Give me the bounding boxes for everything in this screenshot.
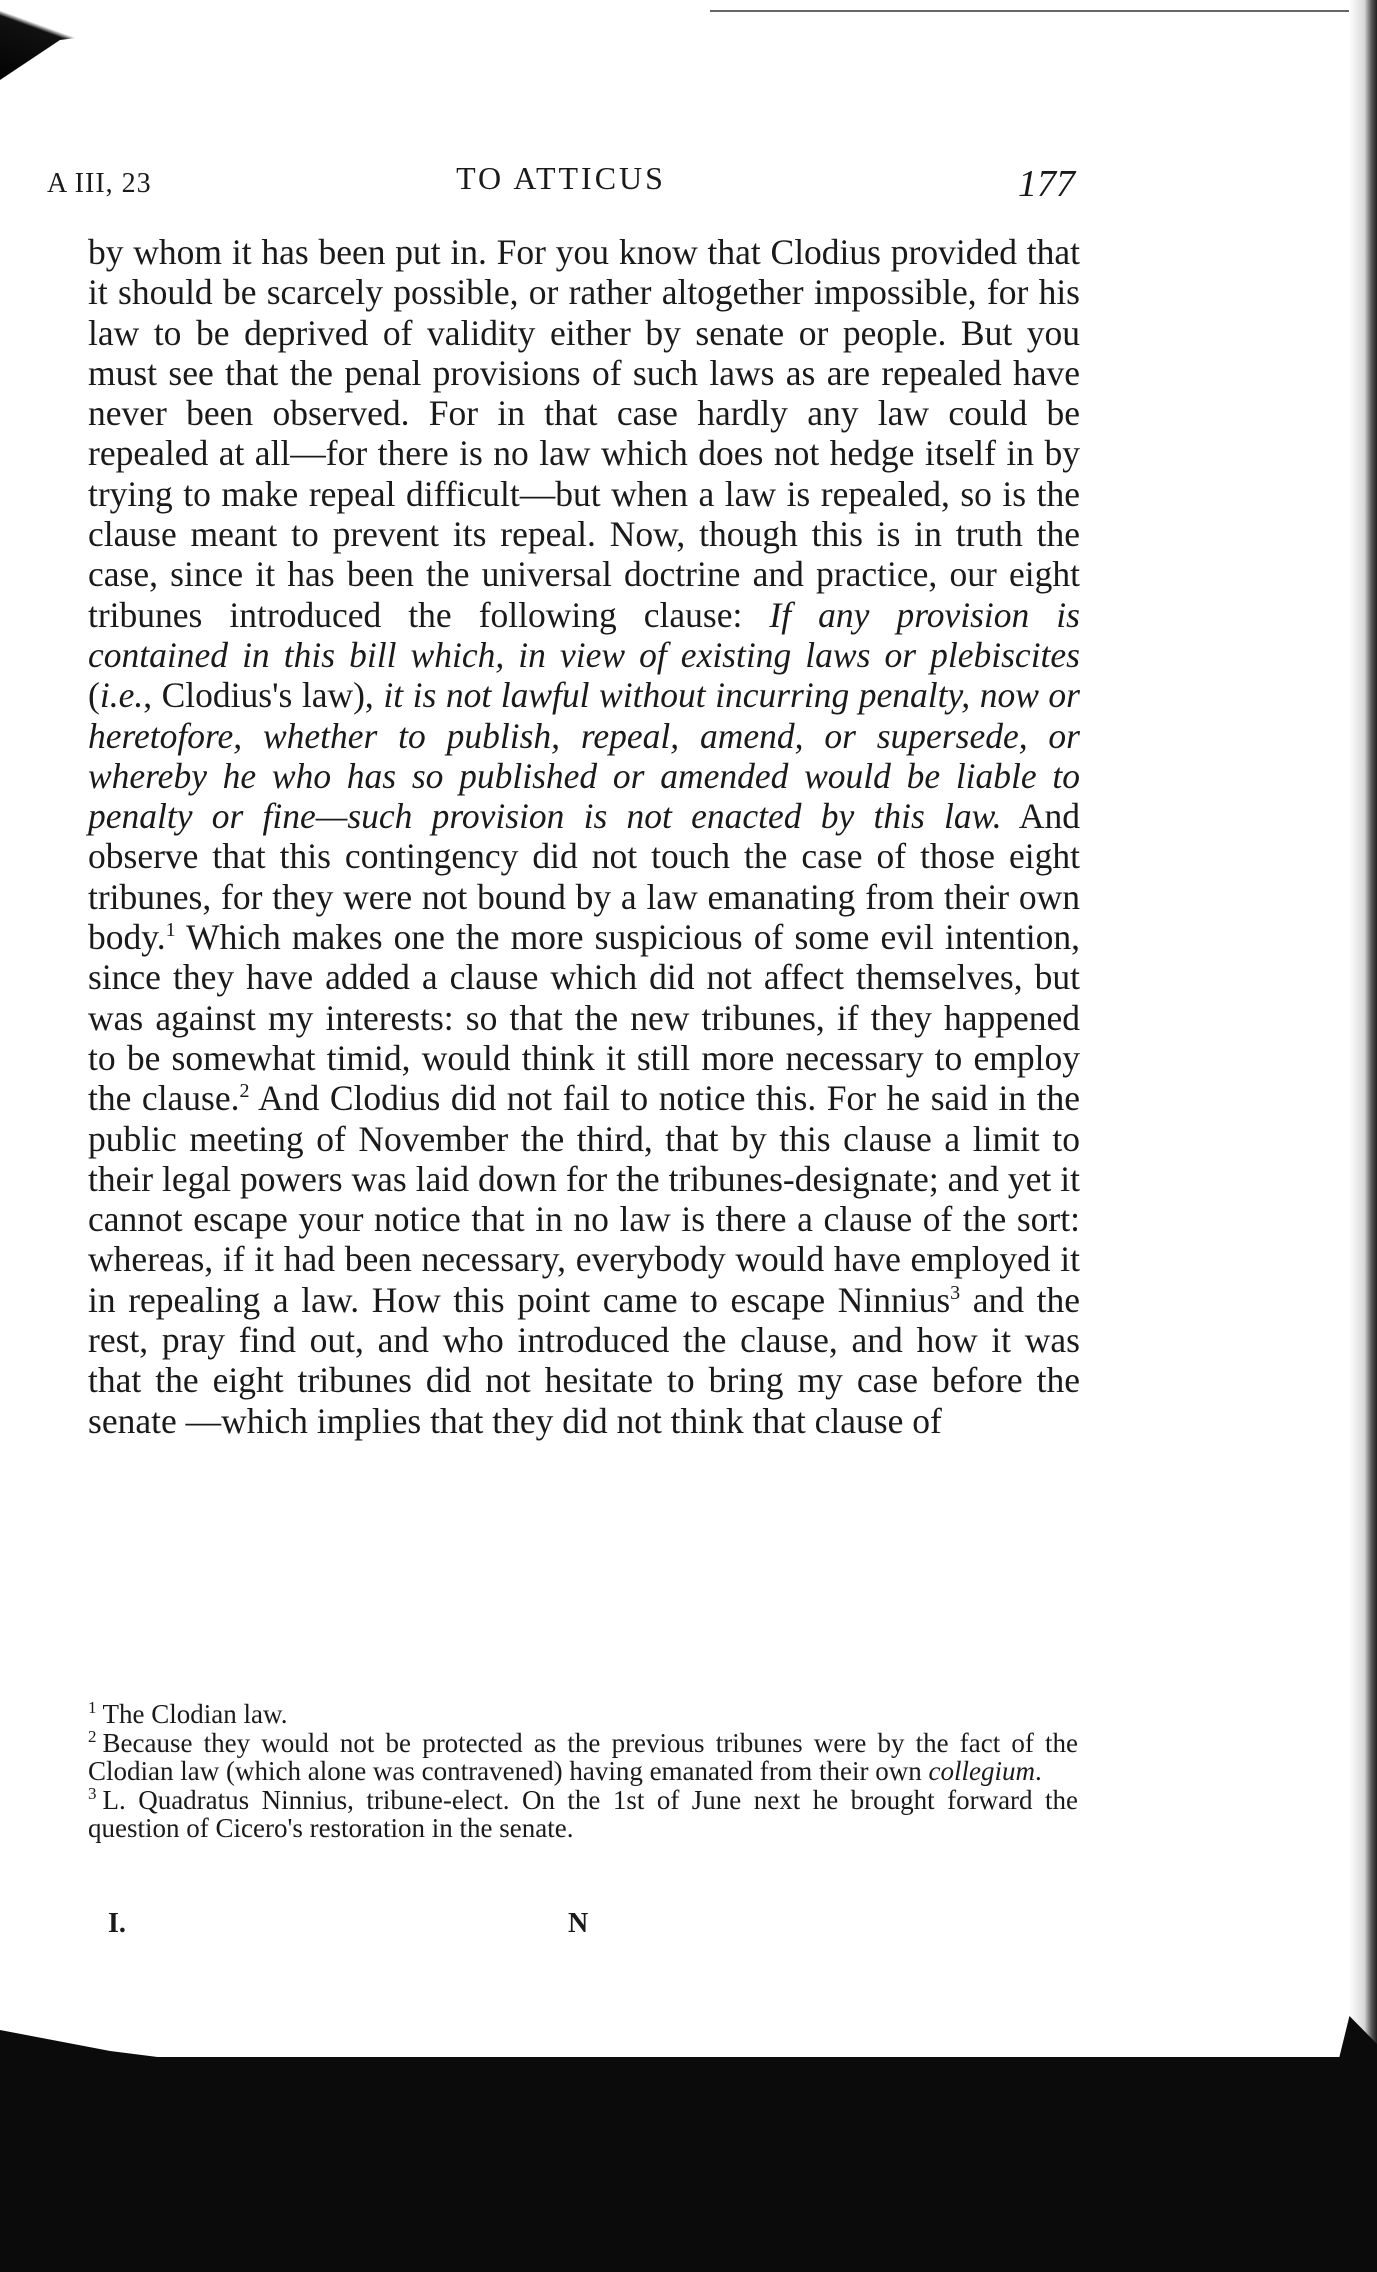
italic-quotation: If any provision is contained in this bill which, in view of existing laws or plebiscites xyxy=(88,594,1080,675)
top-rule xyxy=(710,10,1350,12)
text-run: by whom it has been put in. For you know that Clodius provided that it should be scarcely possible, or rather altogether impossible, for his law to be deprived of validity either by senate or people. But you must see that the penal provisions of such laws as are repealed have never been observed. For in that case hardly any law could be repealed at all—for there is no law which does not hedge itself in by trying to make repeal difficult—but when a law is repealed, so is the clause meant to prevent its repeal. Now, though this is in truth the case, since it has been the universal doctrine and practice, our eight tribunes introduced the following clause: xyxy=(88,232,1080,635)
running-header xyxy=(47,160,1075,204)
footnote-reference-2: 2 xyxy=(239,1080,250,1103)
italic-abbreviation: i.e. xyxy=(99,675,144,716)
footnote-reference-3: 3 xyxy=(950,1281,961,1304)
footnote-3 xyxy=(88,1783,1078,1843)
text-run: ( xyxy=(88,675,100,716)
text-run: , Clodius's law), xyxy=(143,675,384,716)
footnote-1 xyxy=(88,1700,1078,1729)
page-number: 177 xyxy=(1018,163,1075,205)
signature-mark: I. xyxy=(108,1908,126,1939)
footnotes xyxy=(88,1700,1078,1843)
footnote-text: . xyxy=(1034,1756,1042,1786)
body-paragraph xyxy=(88,232,1080,1441)
italic-quotation: it is not lawful without incurring penalty, now or heretofore, whether to publish, repeal, amend, or supersede, or whereby he who has so published or amended would be liable to penalty or fine—such provision is not enacted by this law. xyxy=(88,675,1080,837)
footnote-mark: 1 xyxy=(88,1698,97,1717)
footnote-reference-1: 1 xyxy=(165,919,176,942)
text-run: and the rest, pray find out, and who introduced the clause, and how it was that the eight tribunes did not hesitate to bring my case before the senate —which implies that they did not think that clause of xyxy=(88,1279,1080,1441)
footnote-mark: 3 xyxy=(88,1783,97,1803)
footnote-text: The Clodian law. xyxy=(102,1699,288,1729)
signature-letter: N xyxy=(568,1908,589,1939)
footnote-text: L. Quadratus Ninnius, tribune-elect. On the 1st of June next he brought forward the question of Cicero's restoration in the senate. xyxy=(88,1784,1078,1843)
footnote-2 xyxy=(88,1726,1078,1786)
page-shadow-top-left xyxy=(0,0,240,90)
footnote-text: Because they would not be protected as the previous tribunes were by the fact of the Clodian law (which alone was contravened) having emanated from their own xyxy=(88,1727,1078,1786)
running-head-title: TO ATTICUS xyxy=(456,160,666,196)
page-edge-right xyxy=(1349,0,1377,2060)
body-text xyxy=(88,232,1080,1441)
footnote-italic: collegium xyxy=(928,1756,1035,1786)
footnote-mark: 2 xyxy=(88,1726,97,1746)
scan-border-bottom xyxy=(0,2057,1377,2272)
text-run: And observe that this contingency did not touch the case of those eight tribunes, for they were not bound by a law emanating from their own body. xyxy=(88,796,1080,958)
text-run: And Clodius did not fail to notice this. For he said in the public meeting of November the third, that by this clause a limit to their legal powers was laid down for the tribunes-designate; and yet it cannot escape your notice that in no law is there a clause of the sort: whereas, if it had been necessary, everybody would have employed it in repealing a law. How this point came to escape Ninnius xyxy=(88,1078,1080,1320)
running-head-reference: A III, 23 xyxy=(47,168,152,199)
text-run: Which makes one the more suspicious of some evil intention, since they have added a clause which did not affect themselves, but was against my interests: so that the new tribunes, if they happened to be somewhat timid, would think it still more necessary to employ the clause. xyxy=(88,917,1080,1119)
